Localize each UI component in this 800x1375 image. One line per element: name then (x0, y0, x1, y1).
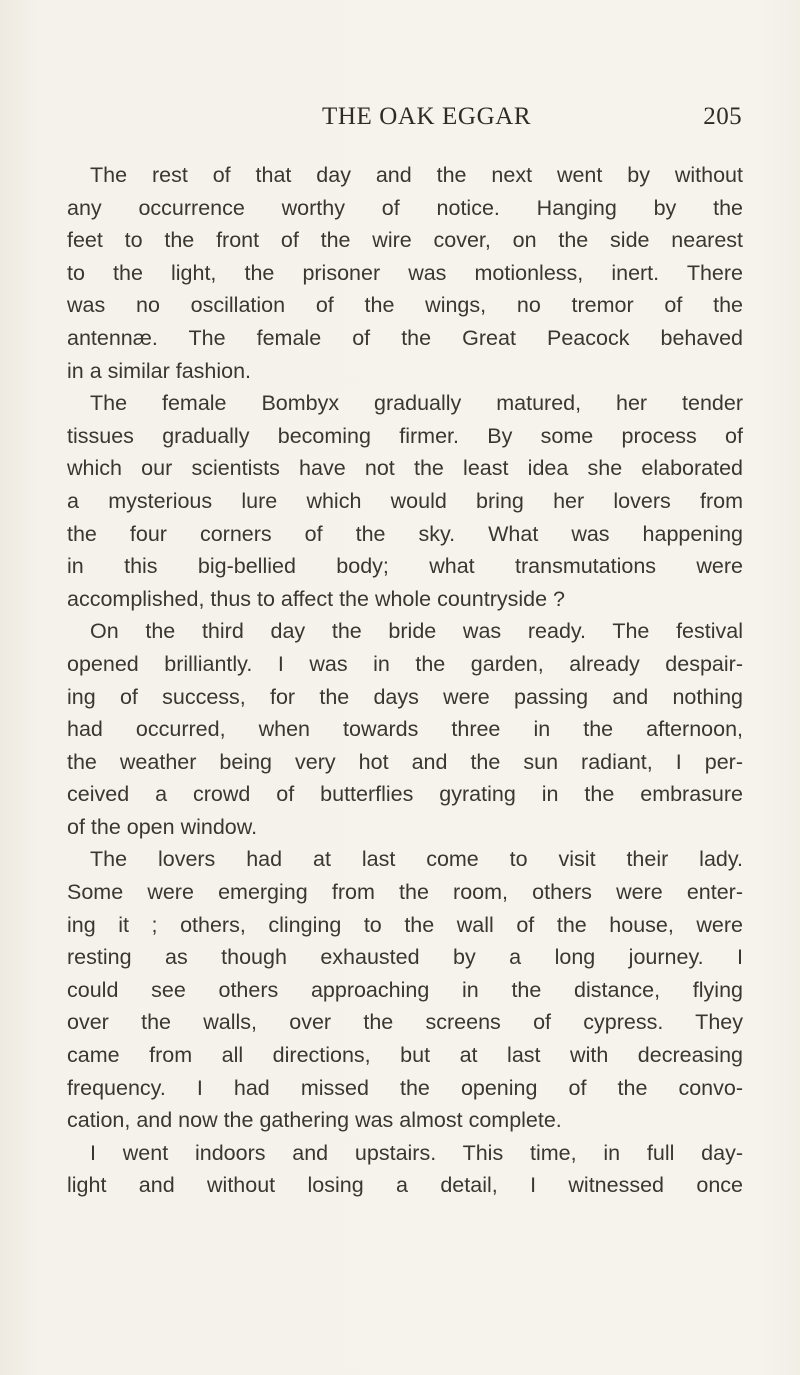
text-line: in this big-bellied body; what transmutations were (67, 554, 743, 579)
text-line: Some were emerging from the room, others were enter- (67, 880, 743, 905)
paragraph (67, 159, 743, 387)
running-head (212, 103, 742, 137)
text-line: ing of success, for the days were passing and nothing (67, 684, 743, 709)
text-line: over the walls, over the screens of cypress. They (67, 1010, 743, 1035)
text-line: The female Bombyx gradually matured, her tender (90, 391, 743, 416)
running-title: THE OAK EGGAR (322, 103, 532, 130)
text-line: feet to the front of the wire cover, on the side nearest (67, 228, 743, 253)
text-line: opened brilliantly. I was in the garden, already despair- (67, 651, 743, 676)
text-line: tissues gradually becoming firmer. By some process of (67, 423, 743, 448)
text-line: which our scientists have not the least idea she elaborated (67, 456, 743, 481)
text-line: I went indoors and upstairs. This time, in full day- (90, 1140, 743, 1165)
text-line: resting as though exhausted by a long journey. I (67, 945, 743, 970)
text-line: The rest of that day and the next went by without (90, 163, 743, 187)
paragraph (67, 843, 743, 1136)
text-line: ing it ; others, clinging to the wall of the house, were (67, 912, 743, 937)
text-line: On the third day the bride was ready. The festival (90, 619, 743, 644)
body-text (67, 159, 743, 1202)
text-line: came from all directions, but at last with decreasing (67, 1043, 743, 1068)
text-line: any occurrence worthy of notice. Hanging by the (67, 195, 743, 220)
text-line: The lovers had at last come to visit their lady. (90, 847, 743, 872)
text-line: was no oscillation of the wings, no tremor of the (67, 293, 743, 318)
text-line: light and without losing a detail, I witnessed once (67, 1173, 743, 1198)
text-line: accomplished, thus to affect the whole countryside ? (67, 586, 565, 611)
text-line: ceived a crowd of butterflies gyrating in the embrasure (67, 782, 743, 807)
text-line: could see others approaching in the distance, flying (67, 977, 743, 1002)
page-number: 205 (703, 103, 742, 130)
text-line: antennæ. The female of the Great Peacock behaved (67, 325, 743, 350)
text-line: the four corners of the sky. What was happening (67, 521, 743, 546)
paragraph (67, 615, 743, 843)
paragraph (67, 1137, 743, 1202)
text-line: a mysterious lure which would bring her lovers from (67, 488, 743, 513)
text-line: cation, and now the gathering was almost complete. (67, 1108, 562, 1133)
text-line: in a similar fashion. (67, 358, 252, 383)
text-line: to the light, the prisoner was motionless, inert. There (67, 260, 743, 285)
text-line: the weather being very hot and the sun radiant, I per- (67, 749, 743, 774)
text-line: frequency. I had missed the opening of the convo- (67, 1075, 743, 1100)
text-line: of the open window. (67, 814, 258, 839)
text-line: had occurred, when towards three in the afternoon, (67, 717, 743, 742)
paragraph (67, 387, 743, 615)
